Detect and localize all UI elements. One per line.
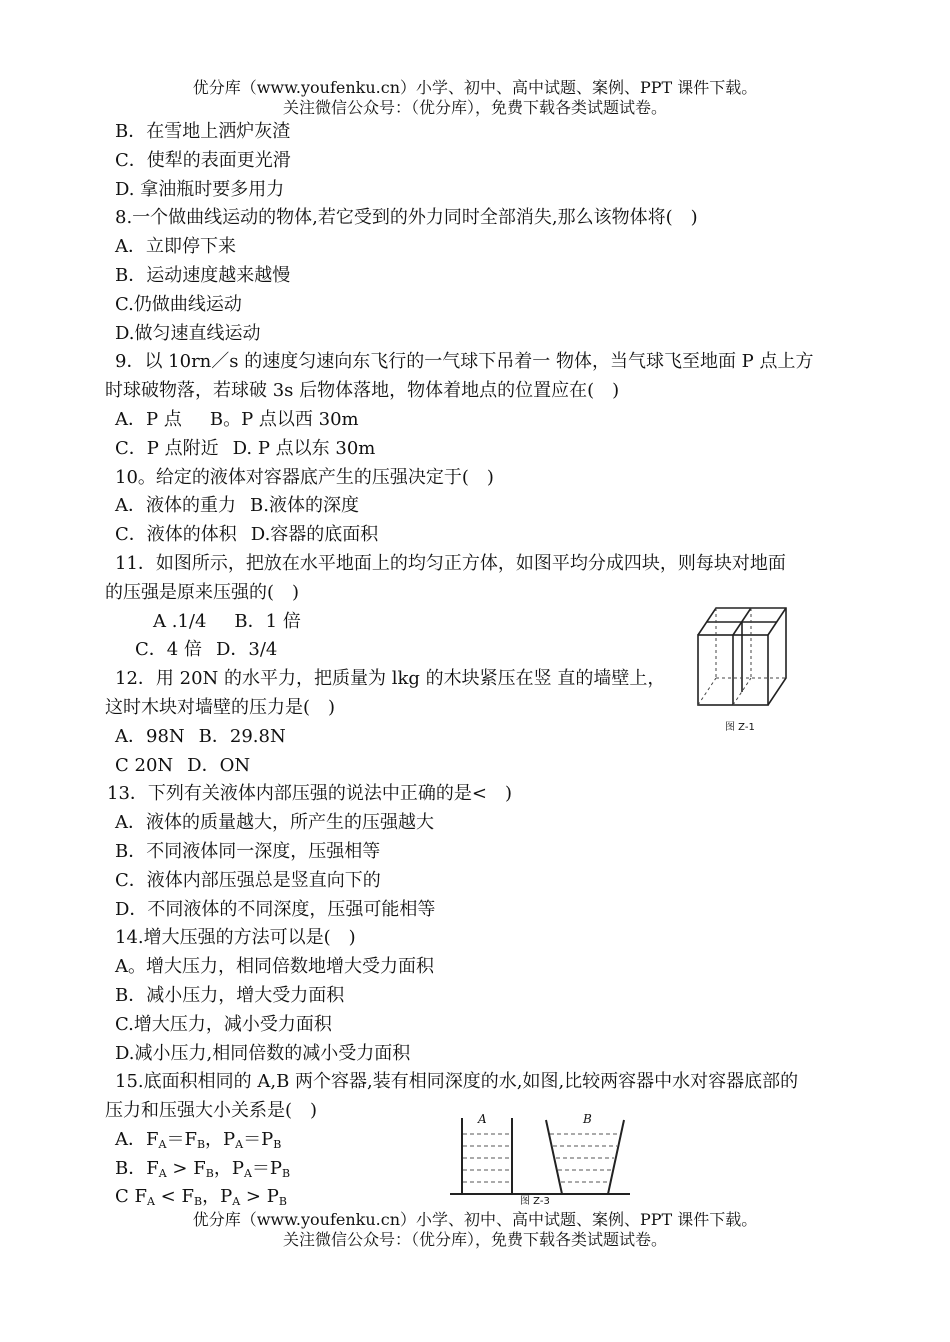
page-footer — [0, 1210, 950, 1250]
q13-stem: 13．下列有关液体内部压强的说法中正确的是< ) — [107, 783, 513, 805]
container-a-label: A — [478, 1112, 487, 1126]
q10-option-b: B.液体的深度 — [250, 495, 359, 517]
cube-figure-caption: 图 Z-1 — [725, 722, 755, 733]
q9-option-c: C．P 点附近 — [115, 437, 219, 459]
page-header — [0, 78, 950, 118]
q13-option-b: B．不同液体同一深度，压强相等 — [115, 840, 381, 862]
q15-option-b: B．$F_A > F_B$，$P_A=P_B$ — [115, 1157, 291, 1180]
q7-option-c: C．使犁的表面更光滑 — [115, 149, 291, 171]
q9-option-b: B。P 点以西 30m — [209, 408, 359, 430]
q12-stem-line-2: 这时木块对墙壁的压力是( ) — [105, 696, 336, 718]
q13-option-a: A．液体的质量越大，所产生的压强越大 — [115, 812, 434, 834]
q14-option-a: A。增大压力，相同倍数地增大受力面积 — [115, 956, 434, 978]
cube-drawing — [690, 600, 800, 710]
q12-option-a: A．98N — [115, 725, 185, 747]
q8-stem: 8.一个做曲线运动的物体,若它受到的外力同时全部消失,那么该物体将( ) — [115, 207, 698, 229]
q9-stem-line-2: 时球破物落，若球破 3s 后物体落地，物体着地点的位置应在( ) — [105, 380, 620, 402]
containers-figure-caption: 图 Z-3 — [520, 1196, 550, 1207]
footer-line-2: 关注微信公众号：（优分库），免费下载各类试题试卷。 — [282, 1230, 667, 1249]
q8-option-c: C.仍做曲线运动 — [115, 293, 242, 315]
q11-option-b: B．1 倍 — [234, 610, 301, 632]
q11-stem-line-2: 的压强是原来压强的( ) — [105, 581, 300, 603]
q9-option-a: A．P 点 — [115, 408, 182, 430]
header-line-1: 优分库（www.youfenku.cn）小学、初中、高中试题、案例、PPT 课件下载。 — [192, 78, 758, 97]
q15-option-a: A．$F_A=F_B$，$P_A=P_B$ — [115, 1128, 282, 1151]
q11-stem-line-1: 11．如图所示，把放在水平地面上的均匀正方体，如图平均分成四块，则每块对地面 — [115, 552, 786, 574]
header-line-2: 关注微信公众号：（优分库），免费下载各类试题试卷。 — [282, 98, 667, 117]
q11-option-a: A .1/4 — [153, 610, 207, 632]
q10-options-cd — [105, 521, 845, 550]
q15-stem-line-2: 压力和压强大小关系是( ) — [105, 1100, 318, 1122]
q9-stem-line-1: 9．以 10rn／s 的速度匀速向东飞行的一气球下吊着一 物体，当气球飞至地面 P 点上方 — [115, 351, 814, 373]
q12-option-c: C 20N — [115, 754, 174, 776]
q15-option-c: C $F_A < F_B$，$P_A > P_B$ — [115, 1186, 287, 1209]
q13-option-d: D．不同液体的不同深度，压强可能相等 — [115, 898, 436, 920]
q14-option-b: B．减小压力，增大受力面积 — [115, 984, 345, 1006]
q11-option-d: D．3/4 — [215, 639, 278, 661]
q9-option-d: D. P 点以东 30m — [232, 437, 376, 459]
q15-stem-line-1: 15.底面积相同的 A,B 两个容器,装有相同深度的水,如图,比较两容器中水对容器底部的 — [115, 1071, 799, 1093]
q11-option-c: C．4 倍 — [135, 639, 202, 661]
footer-line-1: 优分库（www.youfenku.cn）小学、初中、高中试题、案例、PPT 课件下载。 — [192, 1210, 758, 1229]
cube-figure — [690, 600, 800, 710]
q12-stem-line-1: 12．用 20N 的水平力，把质量为 lkg 的木块紧压在竖 直的墙壁上， — [115, 668, 666, 690]
q10-option-d: D.容器的底面积 — [250, 524, 379, 546]
q8-option-a: A．立即停下来 — [115, 236, 236, 258]
q7-option-d: D. 拿油瓶时要多用力 — [115, 178, 285, 200]
q14-stem: 14.增大压强的方法可以是( ) — [115, 927, 356, 949]
q12-options-cd — [105, 752, 845, 781]
q12-option-b: B．29.8N — [198, 725, 286, 747]
q13-option-c: C．液体内部压强总是竖直向下的 — [115, 869, 381, 891]
q9-options-cd — [105, 435, 845, 464]
container-b-label: B — [583, 1112, 592, 1126]
q10-option-a: A．液体的重力 — [115, 495, 236, 517]
q12-option-d: D．ON — [187, 754, 251, 776]
q8-option-d: D.做匀速直线运动 — [115, 322, 261, 344]
q10-option-c: C．液体的体积 — [115, 524, 237, 546]
q10-options-ab — [105, 492, 845, 521]
q14-option-c: C.增大压力，减小受力面积 — [115, 1013, 332, 1035]
q7-option-b: B．在雪地上洒炉灰渣 — [115, 121, 291, 142]
q9-options-ab — [105, 406, 845, 435]
q14-option-d: D.减小压力,相同倍数的减小受力面积 — [115, 1042, 411, 1064]
q10-stem: 10。给定的液体对容器底产生的压强决定于( ) — [115, 466, 494, 488]
q8-option-b: B．运动速度越来越慢 — [115, 264, 291, 286]
